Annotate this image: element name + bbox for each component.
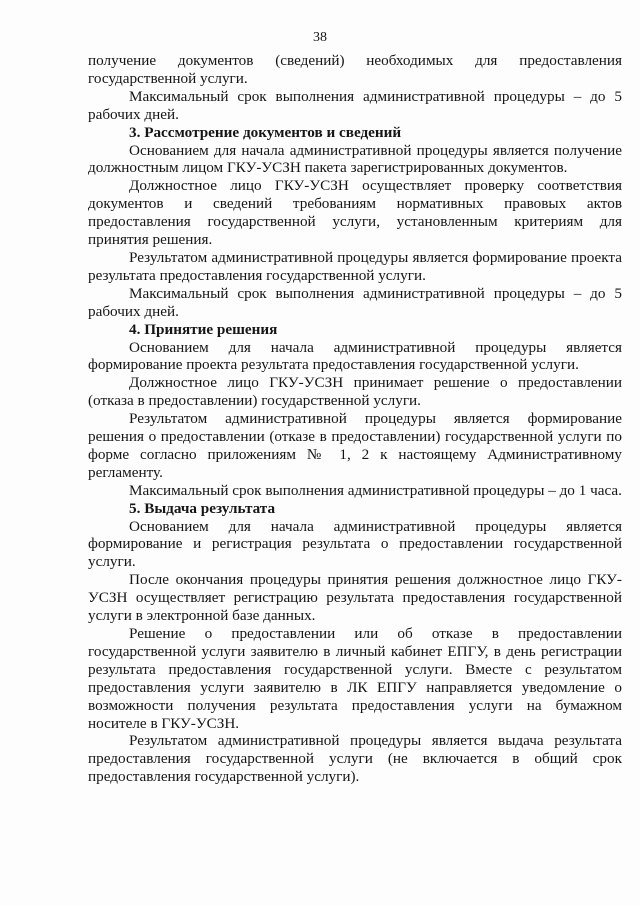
paragraph: Результатом административной процедуры является формирование решения о предоставлении (отказе в предоставлении) государственной услуги по форме согласно приложениям № 1, 2 к настоящему Административному регламенту.	[88, 410, 622, 481]
paragraph: Основанием для начала административной процедуры является получение должностным лицом ГКУ-УСЗН пакета зарегистрированных документов.	[88, 141, 622, 177]
paragraph: Результатом административной процедуры является выдача результата предоставления государственной услуги (не включается в общий срок предоставления государственной услуги).	[88, 732, 622, 786]
section-heading-3: 3. Рассмотрение документов и сведений	[129, 123, 402, 141]
paragraph: Максимальный срок выполнения административной процедуры – до 5 рабочих дней.	[88, 284, 622, 320]
paragraph-continuation: получение документов (сведений) необходимых для предоставления государственной услуги.	[88, 52, 622, 87]
paragraph: Решение о предоставлении или об отказе в предоставлении государственной услуги заявителю в личный кабинет ЕПГУ, в день регистрации результата предоставления государственной услуги. Вместе с результатом предоставления услуги заявителю в ЛК ЕПГУ направляется уведомление о возможности получения результата предоставления услуги на бумажном носителе в ГКУ-УСЗН.	[88, 625, 622, 732]
paragraph: Результатом административной процедуры является формирование проекта результата предоставления государственной услуги.	[88, 248, 622, 284]
paragraph: Основанием для начала административной процедуры является формирование и регистрация результата о предоставлении государственной услуги.	[88, 517, 622, 571]
paragraph: Должностное лицо ГКУ-УСЗН принимает решение о предоставлении (отказа в предоставлении) государственной услуги.	[88, 374, 622, 410]
paragraph: Должностное лицо ГКУ-УСЗН осуществляет проверку соответствия документов и сведений требованиям нормативных правовых актов предоставления государственной услуги, установленным критериям для принятия решения.	[88, 177, 622, 249]
document-body	[88, 52, 622, 786]
section-heading-4: 4. Принятие решения	[129, 320, 278, 338]
paragraph: Максимальный срок выполнения административной процедуры – до 1 часа.	[129, 481, 622, 499]
paragraph: Основанием для начала административной процедуры является формирование проекта результата предоставления государственной услуги.	[88, 338, 622, 374]
paragraph: После окончания процедуры принятия решения должностное лицо ГКУ-УСЗН осуществляет регистрацию результата предоставления государственной услуги в электронной базе данных.	[88, 571, 622, 625]
page-number: 38	[313, 30, 327, 45]
section-heading-5: 5. Выдача результата	[129, 499, 276, 517]
paragraph-max-term-1: Максимальный срок выполнения административной процедуры – до 5 рабочих дней.	[88, 87, 622, 123]
